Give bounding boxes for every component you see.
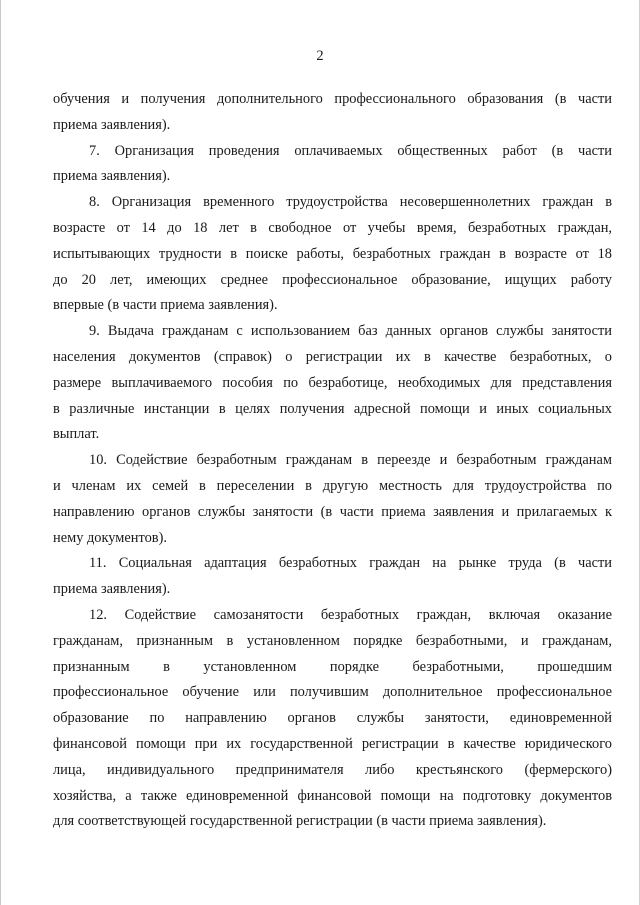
text-line: хозяйства, а также единовременной финансовой помощи на подготовку документов [53,787,612,804]
text-line: лица, индивидуального предпринимателя либо крестьянского (фермерского) [53,761,612,778]
page-number: 2 [316,48,324,64]
page-left-edge [0,0,1,905]
text-line: профессиональное обучение или получившим дополнительное профессиональное [53,684,612,701]
text-line: приема заявления). [53,168,171,185]
text-line: 11. Социальная адаптация безработных граждан на рынке труда (в части [89,555,612,572]
text-line: 10. Содействие безработным гражданам в переезде и безработным гражданам [89,452,612,469]
paragraph-p8 [53,190,612,319]
paragraph-p11 [53,551,612,603]
paragraph-p10 [53,448,612,551]
text-line: для соответствующей государственной регистрации (в части приема заявления). [53,813,547,830]
text-line: 8. Организация временного трудоустройства несовершеннолетних граждан в [89,194,612,211]
text-line: нему документов). [53,529,167,546]
text-line: приема заявления). [53,581,171,598]
text-line: до 20 лет, имеющих среднее профессиональное образование, ищущих работу [53,271,612,288]
paragraph-p6-continued [53,87,612,139]
text-line: направлению органов службы занятости (в части приема заявления и прилагаемых к [53,503,612,520]
text-line: финансовой помощи при их государственной регистрации в качестве юридического [53,735,612,752]
text-line: населения документов (справок) о регистрации их в качестве безработных, о [53,348,612,365]
text-line: испытывающих трудности в поиске работы, безработных граждан в возрасте от 18 [53,245,612,262]
paragraph-p9 [53,319,612,448]
text-line: размере выплачиваемого пособия по безработице, необходимых для представления [53,374,612,391]
text-line: 7. Организация проведения оплачиваемых общественных работ (в части [89,142,612,159]
document-body [53,87,612,835]
paragraph-p7 [53,139,612,191]
text-line: 12. Содействие самозанятости безработных граждан, включая оказание [89,606,612,623]
text-line: выплат. [53,426,100,443]
text-line: приема заявления). [53,116,171,133]
text-line: образование по направлению органов службы занятости, единовременной [53,710,612,727]
text-line: возрасте от 14 до 18 лет в свободное от учебы время, безработных граждан, [53,219,612,236]
text-line: в различные инстанции в целях получения адресной помощи и иных социальных [53,400,612,417]
text-line: гражданам, признанным в установленном порядке безработными, и гражданам, [53,632,612,649]
text-line: признанным в установленном порядке безработными, прошедшим [53,658,612,675]
text-line: впервые (в части приема заявления). [53,297,278,314]
text-line: и членам их семей в переселении в другую местность для трудоустройства по [53,477,612,494]
paragraph-p12 [53,603,612,835]
text-line: обучения и получения дополнительного профессионального образования (в части [53,91,612,107]
text-line: 9. Выдача гражданам с использованием баз данных органов службы занятости [89,323,612,340]
